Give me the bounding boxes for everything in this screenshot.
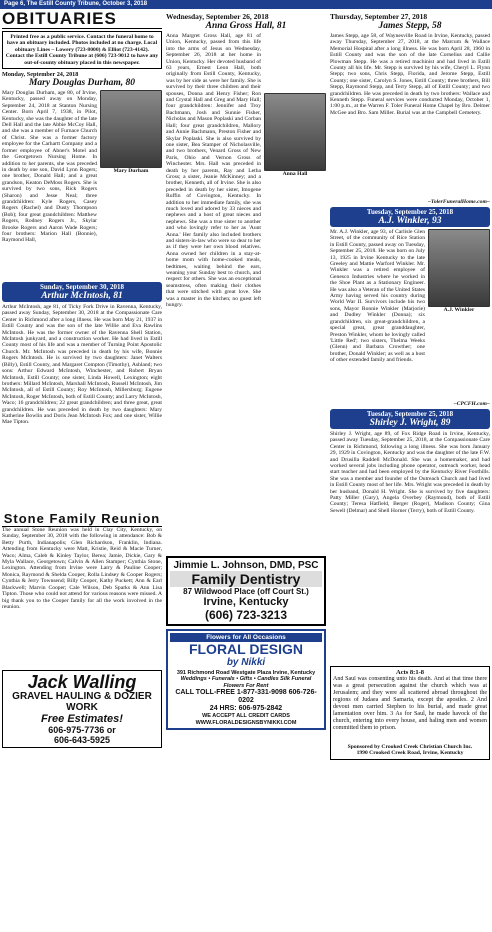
photo-caption: Mary Durham <box>113 168 149 175</box>
obituary-photo <box>100 90 162 174</box>
obituary-photo <box>264 93 326 177</box>
obituary-date: Monday, September 24, 2018 <box>2 71 79 79</box>
obituary-date: Tuesday, September 25, 2018 <box>366 208 454 216</box>
column-2 <box>166 10 326 930</box>
obituary-date: Tuesday, September 25, 2018 <box>366 410 454 418</box>
obituary-name: Arthur McIntosh, 81 <box>41 291 123 302</box>
floral-cards: WE ACCEPT ALL CREDIT CARDS <box>202 713 290 720</box>
obituary-heading-band <box>330 207 490 227</box>
obituary-text: Mr. A.J. Winkler, age 93, of Carlisle Glen Street, of the community of Rice Station in Estill County, passed away on Tuesday, September 25, 2018. He was born on July 13, 1925 in Irvine Kentucky to the late Greeley and Mattie Warford Winkler. Mr. Winkler was a retired employee of Genesco Industries where he worked in the Shoe Plant as a Stationary Engineer. He was also a Veteran of the United States Army having served his country during World War II. Survivors include his two sons, Mayor Ronnie Winkler (Marjorie) and Dudley Winkler (Donna); six grandchildren, six great-grandchildren, a special great, great granddaughter, Preston Winkler, whom he lovingly called 'Little Red'; two sisters, Thelma Weeks (Glenn) and Barbara Crowther; one brother, Donald Winkler; as well as a host of other extended family and friends. <box>330 229 425 364</box>
reunion-title: Stone Family Reunion <box>3 511 161 527</box>
ad-doctor: Jimmie L. Johnson, DMD, PSC <box>173 560 319 571</box>
obituary-text: Anna Margret Gross Hall, age 81 of Union, Kentucky, passed from this life into the arms of Jesus on Wednesday, September 26, 2018 at her home in Union, Kentucky. Her devoted husband of 63 years, Ernest Leon Hall, both originally from Estill County, Kentucky, was by her side as were her family. She is survived by their three children and their spouses, Donna and Henry Fisher; Ron and Crystal Hall and Greg and Mary Hall; four grandchildren: Jennifer and Troy Bachmann, Josh and Sunnie Fisher, Nicholas and Mason Poplaski and Corban Hall; four great grandchildren, Mallory and Annie Bachmann, Preston Fisher and Skylar Poplaski. She is also survived by one sister, Bea Stamper of Nicholasville, and two brothers, Venard Gross of New Paris, Ohio and Vernon Gross of Winchester. Mrs. Hall was preceded in death by her parents, Ray and Letha Gross; a sister, Jeanie McKinney; and a brother, Kenneth, all of Irvine. She is also preceded in death by her sister, Imogene Ruffin of Covington, Kentucky. In addition to her immediate family, she was much loved and adored by 33 nieces and nephews and a host of great nieces and nephews. She was a true sister to another and who lovingly refer to her as 'Aunt Anna.' Her family also included brothers and sisters-in-law who were so dear to her as if they were her own blood relatives. Anna owned her children in a stay-at-home mom with home-cooked meals, bedtimes, waiting behind the ears, weaning your Sunday best to church, and respect for others. She was an exceptional seamstress, often making their clothes that were stitched with great love. She was a master in the kitchen; no guest left hungry. <box>166 33 261 309</box>
ad-service: GRAVEL HAULING & DOZIER WORK <box>12 691 152 714</box>
floral-byline: by Nikki <box>226 657 266 668</box>
obituary-name: Anna Gross Hall, 81 <box>205 21 287 31</box>
ad-phone: (606) 723-3213 <box>204 608 288 622</box>
ad-phone: 606-643-5925 <box>53 735 111 746</box>
obituary-notice: Printed free as a public service. Contact the funeral home to have an obituary included. Photos included at no charge. Local obituary Lines – Lowery (723-8000) & Elliot (723-4142). Contact the Estill County Tribune at (606) 723-9012 to have any out-of-county obituary placed in this newspaper. <box>2 31 162 69</box>
floral-website[interactable]: WWW.FLORALDESIGNSBYNIKKI.COM <box>195 719 297 726</box>
ad-practice: Family Dentistry <box>170 571 322 587</box>
obituary-date: Sunday, September 30, 2018 <box>39 283 125 292</box>
obituary-text: Mary Douglas Durham, age 80, of Irvine, Kentucky, passed away on Monday, September 24, 2018 at Stanton Nursing Center. Born April 7, 1938, in Pilot, Kentucky, she was the daughter of the late Dell Hall and the late Abbie McCoy Hall, and she was a member of Furnace Church of Christ. She was a former factory employee for the Carhartt Company and a former employee of Abner's Motel and the Georgetown Nursing Home. In addition to her parents, she was preceded in death by one son, David Lynn Rogers; one brother, Donald Hall; and a great grandson, Keaton DeMoss Rogers. She is survived by two sons, Rick Rogers (Sharon) and Jesse Neal; three grandchildren: Kyle Rogers, Casey Rogers (Rachel) and Dusty Thompson (Bob); four great grandchildren: Matthew Rogers, Rodney Rogers Jr., Skylar Brooke Rogers and Aaron Wade Rogers; four brothers: Marion Hall (Bonnie), Raymond Hall, <box>2 90 97 244</box>
ad-city: Irvine, Kentucky <box>203 596 289 608</box>
floral-name: FLORAL DESIGN <box>188 641 304 657</box>
column-1 <box>2 10 162 930</box>
obituary-text: Arthur McIntosh, age 81, of Ticky Fork Drive in Ravenna, Kentucky, passed away Sunday, September 30, 2018 at the Compassionate Care Center in Richmond after a long illness. He was born May 21, 1937 in Estill County and was the son of the late Willie and Eva Rawlins McIntosh. He was the former owner of the Ravenna Shell Station, McIntosh junkyard, and a construction worker. He had lived in Estill County most of his life and was a member of Turning Point Apostolic Church. Mr. McIntosh was preceded in death by his wife, Bonnie Rogers McIntosh. He is survived by two daughters: Janet Walters (Billy), Estill County, and Margaret Compton (Timothy), Ashland; two sons: Arthur Edward McIntosh, Winchester, and Robert Bryan McIntosh, Estill County; one sister, Linda Howell, Lexington; eight brothers: Millard McIntosh, Marshall McIntosh, Russell McIntosh, Jim McIntosh, all of Estill County; Roy McIntosh, Millersburg; Eugene McIntosh, Roger McIntosh, both of Estill County; and Larry McIntosh, Waco; 16 grandchildren; 22 great grandchildren; and three great, great grandchildren. He was preceded in death by two daughters: Mary Katherine Bowlin and Doris Jean McIntosh Fox; and one sister, Willie Mae Tipton. <box>2 304 162 426</box>
obituary-photo <box>428 229 490 313</box>
portrait-image <box>264 93 326 171</box>
floral-hours: 24 HRS: 606-975-2842 <box>209 705 283 713</box>
obituary-date: Thursday, September 27, 2018 <box>330 12 428 21</box>
obituary-text: James Stepp, age 58, of Waynesville Road in Irvine, Kentucky, passed away Thursday, September 27, 2018, at the Marcum & Wallace Memorial Hospital after a long illness. He was born April 28, 1960 in Estill County and was the son of the late Cornelius and Callie Plowman Stepp. He was a retired machinist and had lived in Estill County all his life. Mr. Stepp is survived by his wife, Cheryl L. Flynn Stepp; two sons, Chris Stepp, Florida, and Jerome Stepp, Estill County; one sister, Carolyn S. Jones, Estill County; three brothers, Bill Stepp, Raymond Stepp, and Terry Stepp, all of Estill County; and two grandchildren. He was preceded in death by two brothers: Wallace and Kenneth Stepp. Funeral services were conducted Monday, October 1, 1:00 p.m., at the Warren F. Toler Funeral Home Chapel by Bro. Delmer McGee and Bro. Sam Miller. Burial was at the Campbell Cemetery. <box>330 33 490 116</box>
obituary-date: Wednesday, September 26, 2018 <box>166 12 269 21</box>
obituary-name: Mary Douglas Durham, 80 <box>28 78 136 89</box>
dentistry-ad <box>166 556 326 626</box>
obituary-text: Shirley J. Wright, age 89, of Fox Ridge Road in Irvine, Kentucky, passed away Tuesday, September 25, 2018, at the Compassionate Care Center in Richmond, following a long illness. She was born January 29, 1929 in Covington, Kentucky and was the daughter of the late F.W. and Drusilla Raddell McDonald. She was a homemaker, and had worked several jobs including phone operator, outreach worker, head start teacher and had been employed by the Kentucky River Foothills. She was a member and founder of the Outreach Church and had lived in Estill County most of her life. Mrs. Wright was preceded in death by her husband, Donald H. Wright. She is survived by five daughters: Patty Miller (Gary), Angela Overbey (Raymond), both of Estill County; Teresa Hatfield, Berger (Roger), Madison County; Gina Sewell (Delmar) and Shell Horner (Terry), both of Estill County. <box>330 431 490 514</box>
scripture-sponsor-address: 1990 Crooked Creek Road, Irvine, Kentucky <box>356 750 464 757</box>
floral-tagline: Flowers for All Occasions <box>170 633 322 642</box>
column-3 <box>330 10 490 930</box>
obituary-heading-band <box>330 409 490 429</box>
scripture-title: Acts 8:1-8 <box>396 669 424 676</box>
page-header: Page 6, The Estill County Tribune, October 3, 2018 <box>0 0 492 9</box>
obituary-name: A.J. Winkler, 93 <box>378 216 442 226</box>
floral-ad <box>166 629 326 730</box>
ad-name: Jack Walling <box>27 672 137 693</box>
photo-caption: A.J. Winkler <box>443 307 475 313</box>
gravel-ad <box>2 670 162 748</box>
portrait-image <box>100 90 162 168</box>
scripture-text: And Saul was consenting unto his death. And at that time there was a great persecution against the church which was at Jerusalem; and they were all scattered abroad throughout the regions of Judaea and Samaria, except the apostles. 2 And devout men carried Stephen to his burial, and made great lamentation over him. 3 As for Saul, he made havock of the church, entering into every house, and haling men and women committed them to prison. <box>333 676 487 731</box>
floral-phone: CALL TOLL-FREE 1-877-331-9098 606-726-0202 <box>175 689 317 705</box>
obituary-heading-band <box>2 282 162 302</box>
ad-phone: 606-975-7736 or <box>48 725 116 736</box>
ad-estimates: Free Estimates! <box>41 713 123 726</box>
obituary-name: James Stepp, 58 <box>378 21 442 31</box>
floral-services: Weddings • Funerals • Gifts • Candles Silk Funeral Flowers For Rent <box>180 676 312 689</box>
funeral-home-tag: ~CPCFH.com~ <box>453 401 490 407</box>
floral-address: 391 Richmond Road Westgate Plaza Irvine, Kentucky <box>176 670 316 676</box>
scripture-sponsor: Sponsored by Crooked Creek Christian Church Inc. <box>347 744 473 750</box>
ad-address: 87 Wildwood Place (off Court St.) <box>183 587 309 596</box>
section-title: OBITUARIES <box>2 10 162 29</box>
obituary-name: Shirley J. Wright, 89 <box>369 418 451 428</box>
portrait-image <box>428 229 490 307</box>
scripture-box <box>330 666 490 760</box>
reunion-text: The annual Stone Reunion was held in Clay City, Kentucky, on Sunday, September 30, 2018 with the following in attendance: Bob & Betty Purth, Indianapolis; Glen Richardson, Franklin, Indiana. Attending from Kentucky were Matt, Kristie, Reid & Macie Turner, Waco; Alma, Caleb & Kinley Taylor, Berea; Jamie, Dickie, Gary & Myla Wallace, Georgetown; Calvin & Allen Stamper; Cynthia Stone, Lexington. Attending from Irvine were Larry & Pauline Cooper; Monica, Raymond & Shelda Cooper, Rolla Lindsey & Cooper Rogers; Cynthia & Jerry Townsend; Billy Cooper, Kathy Puckett; Ann & Earl Blackwell; Marvin Cooper; Cale Wilson, Deb Sparks & Ann Lisa Tipton. Those who could not attend for various reasons were missed. A big thank you to the Cooper family for all the work involved in the reunion. <box>2 527 162 610</box>
funeral-home-tag: ~TolerFuneralHome.com~ <box>427 199 490 205</box>
photo-caption: Anna Hall <box>282 171 308 177</box>
